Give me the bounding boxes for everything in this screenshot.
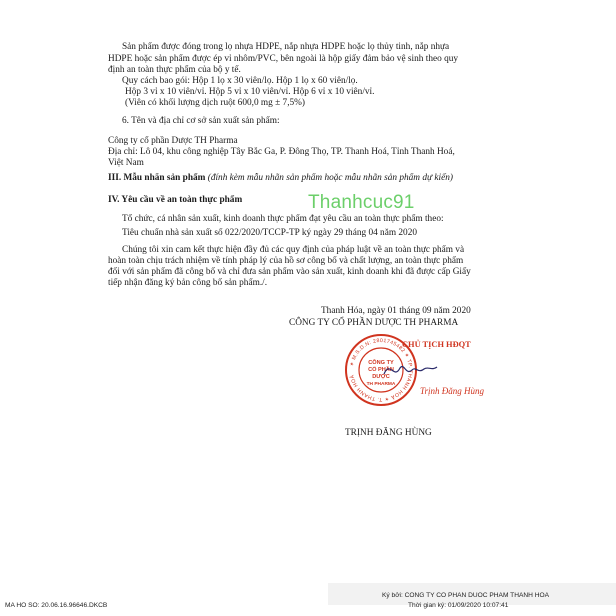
signature-role: CHỦ TỊCH HĐQT: [402, 340, 471, 349]
watermark-text: Thanhcuc91: [308, 192, 415, 213]
manufacturer-address-1: Địa chỉ: Lô 04, khu công nghiệp Tây Bắc Ga, P. Đông Thọ, TP. Thanh Hoá, Tỉnh Thanh Hoá,: [108, 147, 455, 157]
packaging-line-4: Quy cách bao gói: Hộp 1 lọ x 30 viên/lọ. Hộp 1 lọ x 60 viên/lọ.: [122, 76, 358, 86]
svg-text:CÔNG TY: CÔNG TY: [368, 360, 394, 366]
footer-signed-time: Thời gian ký: 01/09/2020 10:07:41: [408, 601, 509, 609]
section-4-title: IV. Yêu cầu về an toàn thực phẩm: [108, 195, 243, 205]
signature-company: CÔNG TY CỔ PHẦN DƯỢC TH PHARMA: [289, 318, 459, 328]
signature-date: Thanh Hóa, ngày 01 tháng 09 năm 2020: [321, 306, 471, 316]
commitment-line-2: hoàn toàn chịu trách nhiệm về tính pháp lý của hồ sơ công bố và chất lượng, an toàn thực phẩm: [108, 256, 464, 266]
svg-text:DƯỢC: DƯỢC: [372, 374, 390, 380]
manufacturer-heading: 6. Tên và địa chỉ cơ sở sản xuất sản phẩm:: [122, 116, 280, 126]
manufacturer-name: Công ty cổ phần Dược TH Pharma: [108, 136, 238, 146]
packaging-line-2: HDPE hoặc sản phẩm được ép vỉ nhôm/PVC, bên ngoài là hộp giấy đảm bảo vệ sinh theo quy: [108, 54, 459, 64]
packaging-line-6: (Viên có khối lượng dịch ruột 600,0 mg ± 7,5%): [125, 98, 306, 108]
footer-file-code: MA HO SO: 20.06.16.96646.DKCB: [5, 601, 108, 609]
footer-signed-by: Ký bởi: CONG TY CO PHAN DUOC PHAM THANH HOA: [382, 591, 549, 599]
handwritten-signature: [380, 356, 440, 384]
signer-name: TRỊNH ĐĂNG HÙNG: [345, 428, 432, 438]
section-3-heading: [108, 173, 453, 185]
packaging-line-1: Sản phẩm được đóng trong lọ nhựa HDPE, nắp nhựa HDPE hoặc lọ thủy tinh, nắp nhựa: [122, 42, 450, 52]
commitment-line-1: Chúng tôi xin cam kết thực hiện đầy đủ các quy định của pháp luật về an toàn thực phẩm và: [122, 245, 465, 255]
section-4-intro: Tổ chức, cá nhân sản xuất, kinh doanh thực phẩm đạt yêu cầu an toàn thực phẩm theo:: [122, 214, 444, 224]
packaging-line-5: Hộp 3 vỉ x 10 viên/vỉ. Hộp 5 vỉ x 10 viên/vỉ. Hộp 6 vỉ x 10 viên/vỉ.: [125, 87, 375, 97]
packaging-line-3: định an toàn thực phẩm của bộ y tế.: [108, 65, 241, 75]
commitment-line-4: tiếp nhận đăng ký bản công bố sản phẩm./.: [108, 278, 268, 288]
section-3-title: III. Mẫu nhãn sản phẩm: [108, 173, 206, 183]
commitment-line-3: đối với sản phẩm đã công bố và chỉ đưa sản phẩm vào sản xuất, kinh doanh khi đã được cấp Giấy: [108, 267, 471, 277]
section-3-note: (đính kèm mẫu nhãn sản phẩm hoặc mẫu nhãn sản phẩm dự kiến): [207, 173, 453, 183]
svg-text:TH PHARMA: TH PHARMA: [366, 382, 396, 387]
section-4-standard: Tiêu chuẩn nhà sản xuất số 022/2020/TCCP-TP ký ngày 29 tháng 04 năm 2020: [122, 228, 417, 238]
manufacturer-address-2: Việt Nam: [108, 158, 144, 168]
svg-text:CỔ PHẦN: CỔ PHẦN: [368, 367, 394, 373]
svg-text:✶ M.S.D.N: 2801745482 ✶ TP. TH: ✶ M.S.D.N: 2801745482 ✶ TP. THANH HOÁ ✶ T. THANH HOÁ: [349, 337, 414, 403]
handwritten-name: Trịnh Đăng Hùng: [420, 386, 485, 396]
